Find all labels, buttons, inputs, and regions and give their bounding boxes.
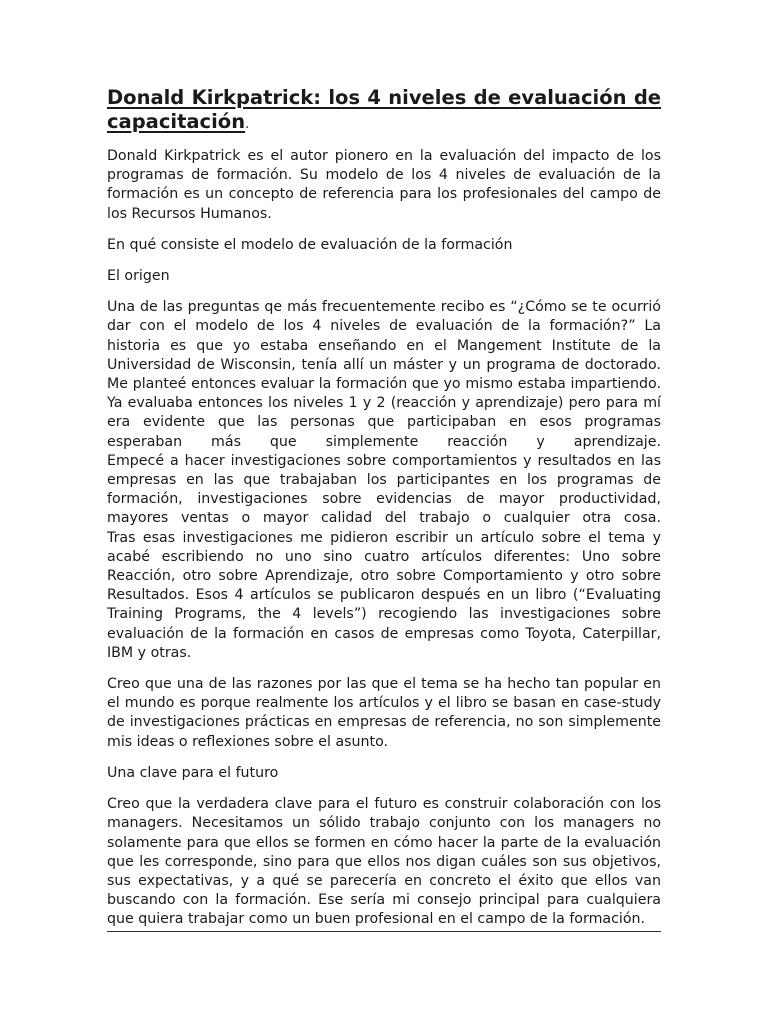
origin-paragraph [107, 298, 661, 663]
document-title-text: Donald Kirkpatrick: los 4 niveles de evaluación de capacitación [107, 86, 661, 133]
section-heading-model: En qué consiste el modelo de evaluación de la formación [107, 236, 513, 253]
origin-paragraph-part-1: Una de las preguntas qe más frecuentemente recibo es “¿Cómo se te ocurrió dar con el modelo de los 4 niveles de evaluación de la formación?” La historia es que yo estaba enseñando en el Mangement Institute de la Universidad de Wisconsin, tenía allí un máster y un programa de doctorado. Me planteé entonces evaluar la formación que yo mismo estaba impartiendo. Ya evaluaba entonces los niveles 1 y 2 (reacción y aprendizaje) pero para mí era evidente que las personas que participaban en esos programas esperaban más que simplemente reacción y aprendizaje. [107, 299, 661, 450]
section-heading-origin: El origen [107, 268, 170, 285]
document-title [107, 86, 661, 137]
popular-paragraph: Creo que una de las razones por las que el tema se ha hecho tan popular en el mundo es porque realmente los artículos y el libro se basan en case-study de investigaciones prácticas en empresas de referencia, no son simplemente mis ideas o reflexiones sobre el asunto. [107, 676, 661, 750]
intro-paragraph: Donald Kirkpatrick es el autor pionero en la evaluación del impacto de los programas de formación. Su modelo de los 4 niveles de evaluación de la formación es un concepto de referencia para los profesionales del campo de los Recursos Humanos. [107, 148, 661, 222]
future-paragraph: Creo que la verdadera clave para el futuro es construir colaboración con los managers. Necesitamos un sólido trabajo conjunto con los managers no solamente para que ellos se formen en cómo hacer la parte de la evaluación que les corresponde, sino para que ellos nos digan cuáles son sus objetivos, sus expectativas, y a qué se parecería en concreto el éxito que ellos van buscando con la formación. Ese sería mi consejo principal para cualquiera que quiera trabajar como un buen profesional en el campo de la formación. [107, 795, 661, 931]
section-heading-future: Una clave para el futuro [107, 764, 279, 781]
origin-paragraph-part-3: Tras esas investigaciones me pidieron escribir un artículo sobre el tema y acabé escribiendo no uno sino cuatro artículos diferentes: Uno sobre Reacción, otro sobre Aprendizaje, otro sobre Comportamiento y otro sobre Resultados. Esos 4 artículos se publicaron después en un libro (“Evaluating Training Programs, the 4 levels”) recogiendo las investigaciones sobre evaluación de la formación en casos de empresas como Toyota, Caterpillar, IBM y otras. [107, 529, 661, 661]
document-page [107, 86, 661, 944]
document-title-period: . [245, 117, 250, 132]
origin-paragraph-part-2: Empecé a hacer investigaciones sobre comportamientos y resultados en las empresas en las que trabajaban los participantes en los programas de formación, investigaciones sobre evidencias de mayor productividad, mayores ventas o mayor calidad del trabajo o cualquier otra cosa. [107, 452, 661, 527]
